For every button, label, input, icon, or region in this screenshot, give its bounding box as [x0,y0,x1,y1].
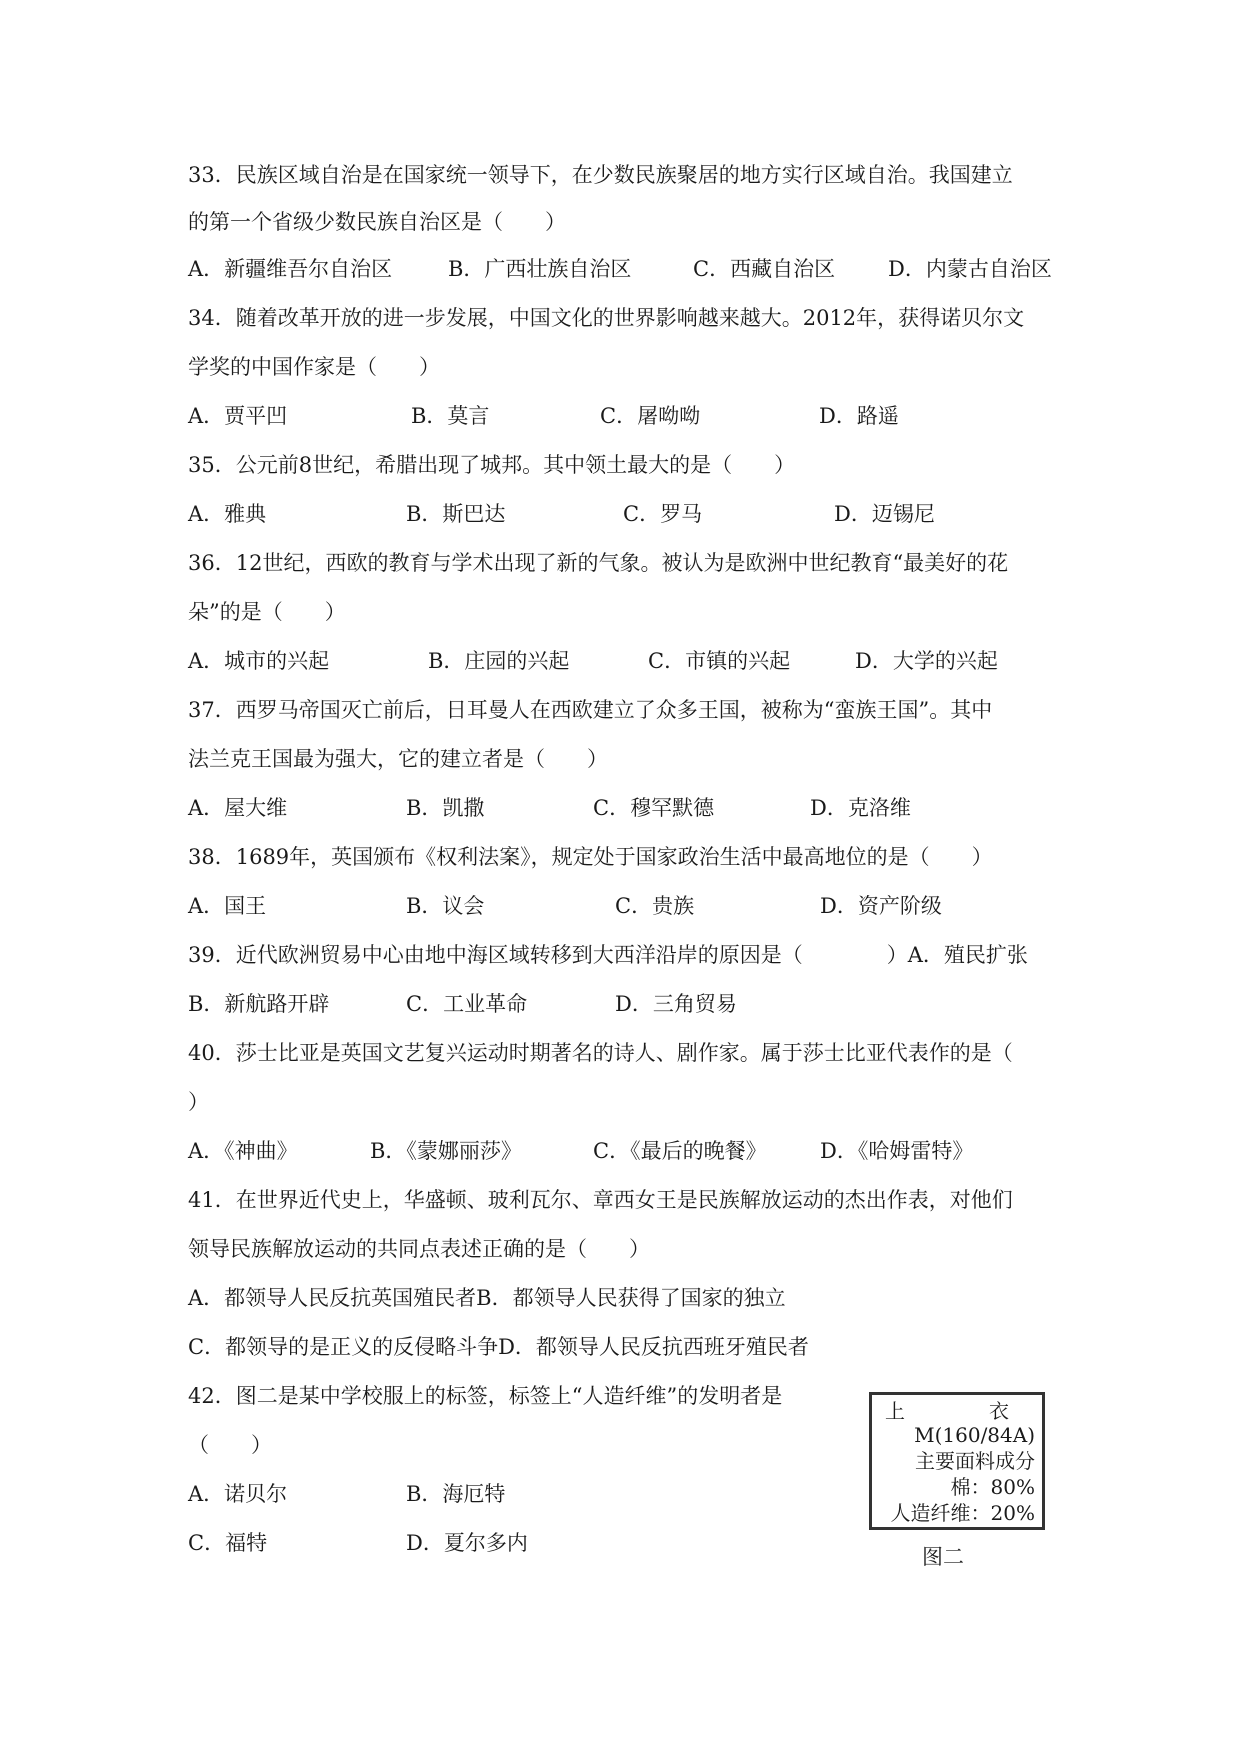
question-36-options [188,646,1068,676]
garment-label-figure [869,1392,1045,1530]
option-c: C．穆罕默德 [593,796,715,820]
label-cotton: 棉：80% [950,1475,1035,1499]
question-34-options [188,401,1068,431]
label-top-char: 上 [885,1399,905,1423]
option-b: B．《蒙娜丽莎》 [370,1139,522,1163]
option-d: D．夏尔多内 [406,1531,528,1555]
question-33-stem-line-2: 的第一个省级少数民族自治区是（ ） [188,210,566,234]
question-36-stem-line-2: 朵”的是（ ） [188,600,346,624]
option-a: A．诺贝尔 [188,1482,288,1506]
question-40-options [188,1136,1068,1166]
option-d: D．内蒙古自治区 [888,257,1052,281]
question-37-options [188,793,1068,823]
option-c: C．市镇的兴起 [648,649,791,673]
question-41-stem-line-1: 41．在世界近代史上，华盛顿、玻利瓦尔、章西女王是民族解放运动的杰出作表，对他们 [188,1188,1013,1212]
question-37-stem-line-2: 法兰克王国最为强大，它的建立者是（ ） [188,747,608,771]
question-33-options [188,254,1068,284]
question-35-options [188,499,1068,529]
figure-caption: 图二 [922,1545,964,1569]
option-a: A．国王 [188,894,267,918]
question-34-stem-line-1: 34．随着改革开放的进一步发展，中国文化的世界影响越来越大。2012年，获得诺贝尔文 [188,306,1025,330]
question-42-stem-line-2: （ ） [188,1433,272,1457]
option-c: C．罗马 [623,502,703,526]
option-a: A．雅典 [188,502,267,526]
label-composition-title: 主要面料成分 [915,1449,1035,1473]
option-b: B．莫言 [411,404,490,428]
question-39-stem-line-1: 39．近代欧洲贸易中心由地中海区域转移到大西洋沿岸的原因是（ ）A．殖民扩张 [188,943,1028,967]
question-35-stem-line-1: 35．公元前8世纪，希腊出现了城邦。其中领土最大的是（ ） [188,453,796,477]
question-40-stem-line-2: ） [188,1090,209,1114]
option-b: B．广西壮族自治区 [448,257,632,281]
option-b: B．庄园的兴起 [428,649,570,673]
question-39-options [188,989,1068,1019]
question-41-options-line-1: A．都领导人民反抗英国殖民者B．都领导人民获得了国家的独立 [188,1286,786,1310]
option-d: D．迈锡尼 [834,502,935,526]
option-a: A．贾平凹 [188,404,288,428]
option-b: B．海厄特 [406,1482,506,1506]
option-c: C．《最后的晚餐》 [593,1139,767,1163]
option-b: B．议会 [406,894,485,918]
option-c: C．福特 [188,1531,268,1555]
question-37-stem-line-1: 37．西罗马帝国灭亡前后，日耳曼人在西欧建立了众多王国，被称为“蛮族王国”。其中 [188,698,993,722]
question-38-stem-line-1: 38．1689年，英国颁布《权利法案》，规定处于国家政治生活中最高地位的是（ ） [188,845,993,869]
option-b: B．斯巴达 [406,502,506,526]
question-40-stem-line-1: 40．莎士比亚是英国文艺复兴运动时期著名的诗人、剧作家。属于莎士比亚代表作的是（ [188,1041,1013,1065]
option-d: D．《哈姆雷特》 [820,1139,974,1163]
option-d: D．克洛维 [810,796,911,820]
label-garment-char: 衣 [989,1399,1009,1423]
option-b: B．凯撒 [406,796,485,820]
question-42-stem-line-1: 42．图二是某中学校服上的标签，标签上“人造纤维”的发明者是 [188,1384,783,1408]
option-d: D．路遥 [819,404,899,428]
option-c: C．西藏自治区 [693,257,836,281]
option-c: C．贵族 [615,894,695,918]
option-a: A．屋大维 [188,796,288,820]
option-a: A．《神曲》 [188,1139,298,1163]
option-d: D．资产阶级 [820,894,942,918]
option-c: C．工业革命 [406,992,528,1016]
question-34-stem-line-2: 学奖的中国作家是（ ） [188,355,440,379]
option-a: A．新疆维吾尔自治区 [188,257,393,281]
option-d: D．三角贸易 [615,992,737,1016]
option-b: B．新航路开辟 [188,992,330,1016]
question-41-options-line-2: C．都领导的是正义的反侵略斗争D．都领导人民反抗西班牙殖民者 [188,1335,809,1359]
question-41-stem-line-2: 领导民族解放运动的共同点表述正确的是（ ） [188,1237,650,1261]
option-d: D．大学的兴起 [855,649,998,673]
option-a: A．城市的兴起 [188,649,330,673]
option-c: C．屠呦呦 [600,404,701,428]
question-33-stem-line-1: 33．民族区域自治是在国家统一领导下，在少数民族聚居的地方实行区域自治。我国建立 [188,163,1013,187]
label-size: M(160/84A) [914,1423,1035,1447]
label-synthetic-fiber: 人造纤维：20% [890,1501,1035,1525]
question-38-options [188,891,1068,921]
question-36-stem-line-1: 36．12世纪，西欧的教育与学术出现了新的气象。被认为是欧洲中世纪教育“最美好的花 [188,551,1009,575]
